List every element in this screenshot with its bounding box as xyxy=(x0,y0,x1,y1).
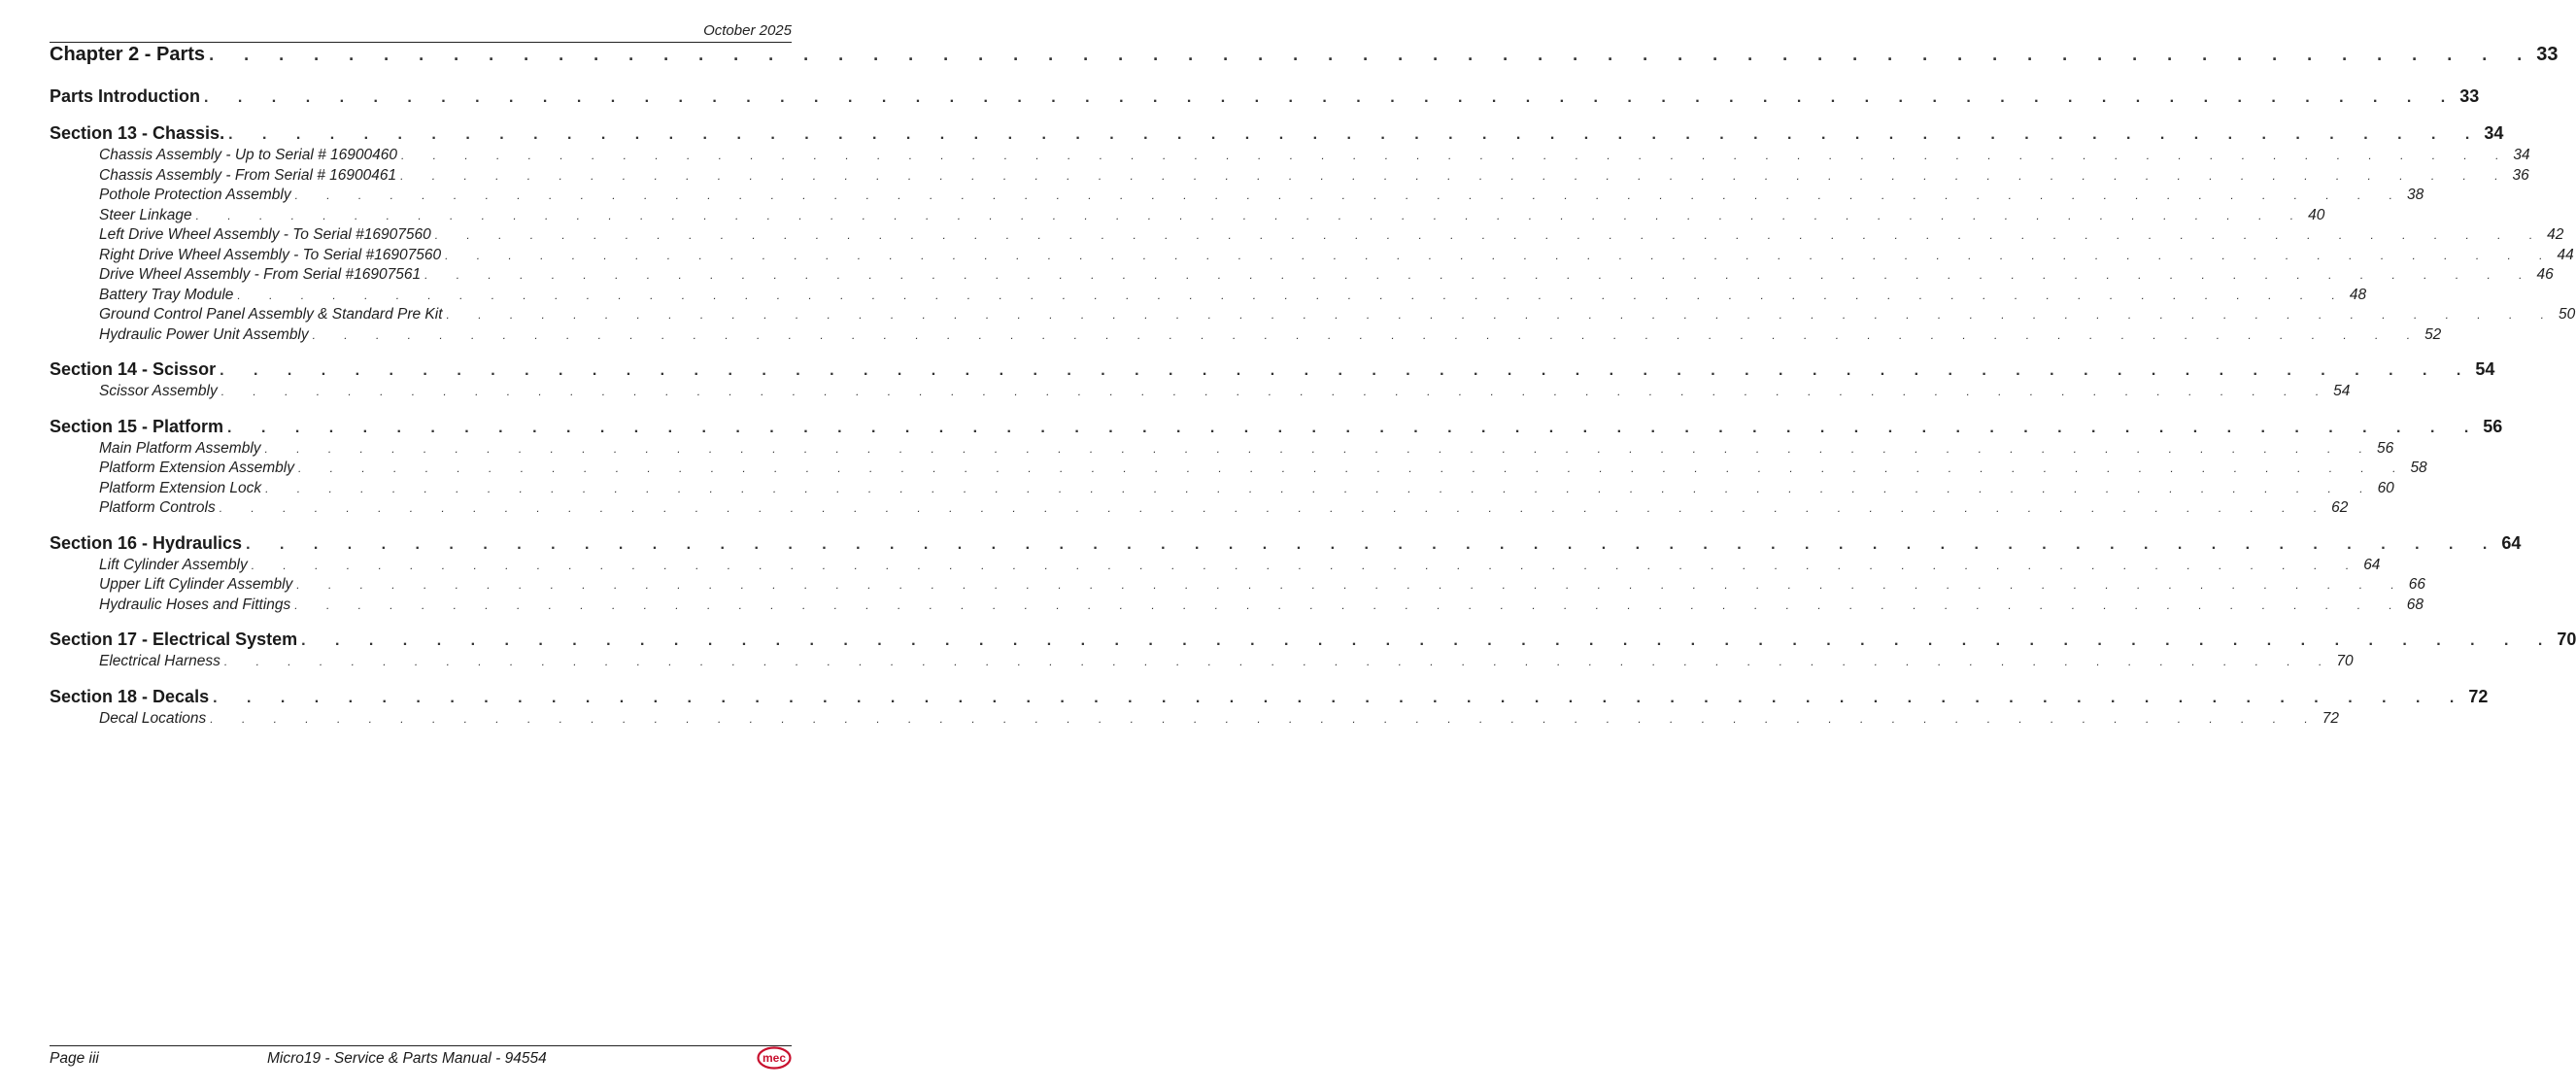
toc-section-entry[interactable] xyxy=(50,630,2576,653)
dot-leader: . . . . . . . . . . . . . . . . . . . . . . . . . . . . . . . . . . . . . . . . . . . . . . . . . . . . . . . . . . . . . . . . . . . xyxy=(220,385,2332,398)
dot-leader: . . . . . . . . . . . . . . . . . . . . . . . . . . . . . . . . . . . . . . . . . . . . . . . . . . . . . . . . . . . . . . . . . . . xyxy=(195,208,2307,222)
dot-leader: . . . . . . . . . . . . . . . . . . . . . . . . . . . . . . . . . . . . . . . . . . . . . . . . . . . . . . . . . . . . . . . . . . . xyxy=(209,45,2535,64)
section-title: Section 16 - Hydraulics xyxy=(50,532,243,553)
header-rule xyxy=(50,42,792,43)
dot-leader: . . . . . . . . . . . . . . . . . . . . . . . . . . . . . . . . . . . . . . . . . . . . . . . . . . . . . . . . . . . . . . . . . . . xyxy=(296,578,2407,592)
item-title: Decal Locations xyxy=(99,709,207,727)
item-title: Hydraulic Hoses and Fittings xyxy=(99,596,291,613)
dot-leader: . . . . . . . . . . . . . . . . . . . . . . . . . . . . . . . . . . . . . . . . . . . . . . . . . . . . . . . . . . . . . . . . . . . xyxy=(251,558,2362,572)
header-date: October 2025 xyxy=(703,22,792,39)
item-page: 62 xyxy=(2331,499,2349,516)
toc-item-entry[interactable] xyxy=(50,246,2574,267)
item-page: 34 xyxy=(2513,147,2530,163)
item-title: Chassis Assembly - From Serial # 16900461 xyxy=(99,166,397,184)
section-title: Section 18 - Decals xyxy=(50,686,210,706)
dot-leader: . . . . . . . . . . . . . . . . . . . . . . . . . . . . . . . . . . . . . . . . . . . . . . . . . . . . . . . . . . . . . . . . . . . xyxy=(298,461,2409,475)
toc-item-entry[interactable] xyxy=(50,439,2394,460)
item-title: Chassis Assembly - Up to Serial # 16900460 xyxy=(99,147,397,163)
toc-item-entry[interactable] xyxy=(50,556,2381,577)
item-title: Drive Wheel Assembly - From Serial #16907561 xyxy=(99,266,422,283)
dot-leader: . . . . . . . . . . . . . . . . . . . . . . . . . . . . . . . . . . . . . . . . . . . . . . . . . . . . . . . . . . . . . . . . . . . xyxy=(227,419,2482,436)
section-title: Section 17 - Electrical System xyxy=(50,630,298,649)
toc-item-entry[interactable] xyxy=(50,709,2339,731)
item-page: 66 xyxy=(2408,576,2425,593)
item-page: 44 xyxy=(2557,246,2574,263)
dot-leader: . . . . . . . . . . . . . . . . . . . . . . . . . . . . . . . . . . . . . . . . . . . . . . . . . . . . . . . . . . . . . . . . . . . xyxy=(237,288,2348,302)
item-title: Main Platform Assembly xyxy=(99,439,261,457)
dot-leader: . . . . . . . . . . . . . . . . . . . . . . . . . . . . . . . . . . . . . . . . . . . . . . . . . . . . . . . . . . . . . . . . . . . xyxy=(301,632,2556,649)
toc-item-entry[interactable] xyxy=(50,653,2354,673)
dot-leader: . . . . . . . . . . . . . . . . . . . . . . . . . . . . . . . . . . . . . . . . . . . . . . . . . . . . . . . . . . . . . . . . . . . xyxy=(264,441,2375,456)
toc-item-entry[interactable] xyxy=(50,325,2442,347)
item-title: Hydraulic Power Unit Assembly xyxy=(99,325,309,343)
toc-section-entry[interactable] xyxy=(50,86,2480,110)
toc-item-entry[interactable] xyxy=(50,147,2530,167)
item-page: 60 xyxy=(2377,479,2394,496)
dot-leader: . . . . . . . . . . . . . . . . . . . . . . . . . . . . . . . . . . . . . . . . . . . . . . . . . . . . . . . . . . . . . . . . . . . xyxy=(220,362,2474,379)
toc-chapter-entry[interactable] xyxy=(50,44,2559,70)
item-title: Lift Cylinder Assembly xyxy=(99,556,248,573)
item-page: 46 xyxy=(2536,266,2554,283)
toc-section-block xyxy=(50,630,2576,673)
section-page: 72 xyxy=(2468,686,2489,706)
dot-leader: . . . . . . . . . . . . . . . . . . . . . . . . . . . . . . . . . . . . . . . . . . . . . . . . . . . . . . . . . . . . . . . . . . . xyxy=(446,308,2557,322)
toc-item-entry[interactable] xyxy=(50,226,2564,247)
toc-item-entry[interactable] xyxy=(50,306,2576,326)
toc-section-entry[interactable] xyxy=(50,686,2489,710)
item-title: Pothole Protection Assembly xyxy=(99,187,291,203)
toc-section-block xyxy=(50,416,2503,520)
item-page: 48 xyxy=(2349,286,2367,303)
dot-leader: . . . . . . . . . . . . . . . . . . . . . . . . . . . . . . . . . . . . . . . . . . . . . . . . . . . . . . . . . . . . . . . . . . . xyxy=(228,126,2483,143)
footer-rule xyxy=(50,1045,792,1046)
item-page: 36 xyxy=(2512,166,2529,184)
dot-leader: . . . . . . . . . . . . . . . . . . . . . . . . . . . . . . . . . . . . . . . . . . . . . . . . . . . . . . . . . . . . . . . . . . . xyxy=(219,501,2330,515)
dot-leader: . . . . . . . . . . . . . . . . . . . . . . . . . . . . . . . . . . . . . . . . . . . . . . . . . . . . . . . . . . . . . . . . . . . xyxy=(294,597,2405,612)
dot-leader: . . . . . . . . . . . . . . . . . . . . . . . . . . . . . . . . . . . . . . . . . . . . . . . . . . . . . . . . . . . . . . . . . . . xyxy=(223,655,2335,668)
toc-section-entry[interactable] xyxy=(50,359,2495,383)
dot-leader: . . . . . . . . . . . . . . . . . . . . . . . . . . . . . . . . . . . . . . . . . . . . . . . . . . . . . . . . . . . . . . . . . . . xyxy=(434,228,2546,242)
item-title: Left Drive Wheel Assembly - To Serial #16907560 xyxy=(99,226,431,243)
toc-section-block xyxy=(50,123,2576,346)
item-title: Right Drive Wheel Assembly - To Serial #16907560 xyxy=(99,246,442,263)
section-title: Section 13 - Chassis. xyxy=(50,123,225,143)
item-title: Platform Controls xyxy=(99,499,216,516)
item-page: 42 xyxy=(2547,226,2564,243)
item-title: Platform Extension Lock xyxy=(99,479,262,496)
item-page: 40 xyxy=(2308,206,2325,223)
footer-page-label: Page iii xyxy=(50,1050,99,1067)
toc-section-block xyxy=(50,359,2495,403)
toc-item-entry[interactable] xyxy=(50,576,2425,596)
item-title: Battery Tray Module xyxy=(99,286,234,303)
dot-leader: . . . . . . . . . . . . . . . . . . . . . . . . . . . . . . . . . . . . . . . . . . . . . . . . . . . . . . . . . . . . . . . . . . . xyxy=(424,268,2535,282)
section-page: 34 xyxy=(2484,123,2504,143)
toc-section-entry[interactable] xyxy=(50,532,2522,557)
item-page: 70 xyxy=(2336,653,2354,669)
toc-item-entry[interactable] xyxy=(50,460,2427,480)
item-page: 56 xyxy=(2376,439,2394,457)
toc-item-entry[interactable] xyxy=(50,479,2394,500)
item-title: Ground Control Panel Assembly & Standard Pre Kit xyxy=(99,306,443,323)
item-page: 68 xyxy=(2406,596,2423,613)
chapter-page: 33 xyxy=(2536,44,2559,65)
toc-item-entry[interactable] xyxy=(50,206,2325,227)
item-title: Electrical Harness xyxy=(99,653,220,669)
section-title: Section 14 - Scissor xyxy=(50,359,217,379)
table-of-contents xyxy=(50,44,2576,730)
item-page: 64 xyxy=(2363,556,2381,573)
toc-sections xyxy=(50,86,2576,730)
dot-leader: . . . . . . . . . . . . . . . . . . . . . . . . . . . . . . . . . . . . . . . . . . . . . . . . . . . . . . . . . . . . . . . . . . . xyxy=(246,535,2500,553)
footer-document-title: Micro19 - Service & Parts Manual - 94554 xyxy=(267,1050,547,1067)
item-title: Upper Lift Cylinder Assembly xyxy=(99,576,293,593)
toc-item-entry[interactable] xyxy=(50,383,2351,403)
dot-leader: . . . . . . . . . . . . . . . . . . . . . . . . . . . . . . . . . . . . . . . . . . . . . . . . . . . . . . . . . . . . . . . . . . . xyxy=(294,188,2406,202)
dot-leader: . . . . . . . . . . . . . . . . . . . . . . . . . . . . . . . . . . . . . . . . . . . . . . . . . . . . . . . . . . . . . . . . . . . xyxy=(204,89,2458,106)
section-page: 56 xyxy=(2483,416,2503,436)
toc-item-entry[interactable] xyxy=(50,166,2529,187)
item-page: 58 xyxy=(2410,460,2427,476)
dot-leader: . . . . . . . . . . . . . . . . . . . . . . . . . . . . . . . . . . . . . . . . . . . . . . . . . . . . . . . . . . . . . . . . . . . xyxy=(400,168,2511,183)
dot-leader: . . . . . . . . . . . . . . . . . . . . . . . . . . . . . . . . . . . . . . . . . . . . . . . . . . . . . . . . . . . . . . . . . . . xyxy=(213,689,2467,706)
dot-leader: . . . . . . . . . . . . . . . . . . . . . . . . . . . . . . . . . . . . . . . . . . . . . . . . . . . . . . . . . . . . . . . . . . . xyxy=(401,149,2512,162)
item-page: 72 xyxy=(2322,709,2339,727)
dot-leader: . . . . . . . . . . . . . . . . . . . . . . . . . . . . . . . . . . . . . . . . . . . . . . . . . . . . . . . . . . . . . . . . . . . xyxy=(265,481,2376,495)
item-page: 38 xyxy=(2407,187,2424,203)
item-page: 54 xyxy=(2333,383,2351,399)
section-page: 70 xyxy=(2557,630,2576,649)
section-page: 54 xyxy=(2475,359,2495,379)
svg-text:mec: mec xyxy=(762,1051,787,1066)
toc-section-block xyxy=(50,686,2489,731)
item-page: 52 xyxy=(2424,325,2442,343)
toc-section-block xyxy=(50,532,2522,617)
section-page: 64 xyxy=(2501,532,2522,553)
item-title: Scissor Assembly xyxy=(99,383,218,399)
item-title: Steer Linkage xyxy=(99,206,192,223)
toc-section-block xyxy=(50,86,2480,110)
chapter-title: Chapter 2 - Parts xyxy=(50,44,206,65)
toc-item-entry[interactable] xyxy=(50,499,2349,520)
mec-logo-icon xyxy=(757,1046,792,1070)
toc-section-entry[interactable] xyxy=(50,123,2504,147)
section-title: Parts Introduction xyxy=(50,86,201,106)
item-page: 50 xyxy=(2558,306,2576,323)
toc-item-entry[interactable] xyxy=(50,286,2367,307)
dot-leader: . . . . . . . . . . . . . . . . . . . . . . . . . . . . . . . . . . . . . . . . . . . . . . . . . . . . . . . . . . . . . . . . . . . xyxy=(210,711,2321,726)
item-title: Platform Extension Assembly xyxy=(99,460,295,476)
toc-item-entry[interactable] xyxy=(50,266,2554,287)
section-title: Section 15 - Platform xyxy=(50,416,224,436)
toc-item-entry[interactable] xyxy=(50,187,2424,207)
toc-item-entry[interactable] xyxy=(50,596,2423,617)
section-page: 33 xyxy=(2459,86,2480,106)
dot-leader: . . . . . . . . . . . . . . . . . . . . . . . . . . . . . . . . . . . . . . . . . . . . . . . . . . . . . . . . . . . . . . . . . . . xyxy=(445,248,2556,262)
dot-leader: . . . . . . . . . . . . . . . . . . . . . . . . . . . . . . . . . . . . . . . . . . . . . . . . . . . . . . . . . . . . . . . . . . . xyxy=(312,327,2423,342)
toc-section-entry[interactable] xyxy=(50,416,2503,440)
